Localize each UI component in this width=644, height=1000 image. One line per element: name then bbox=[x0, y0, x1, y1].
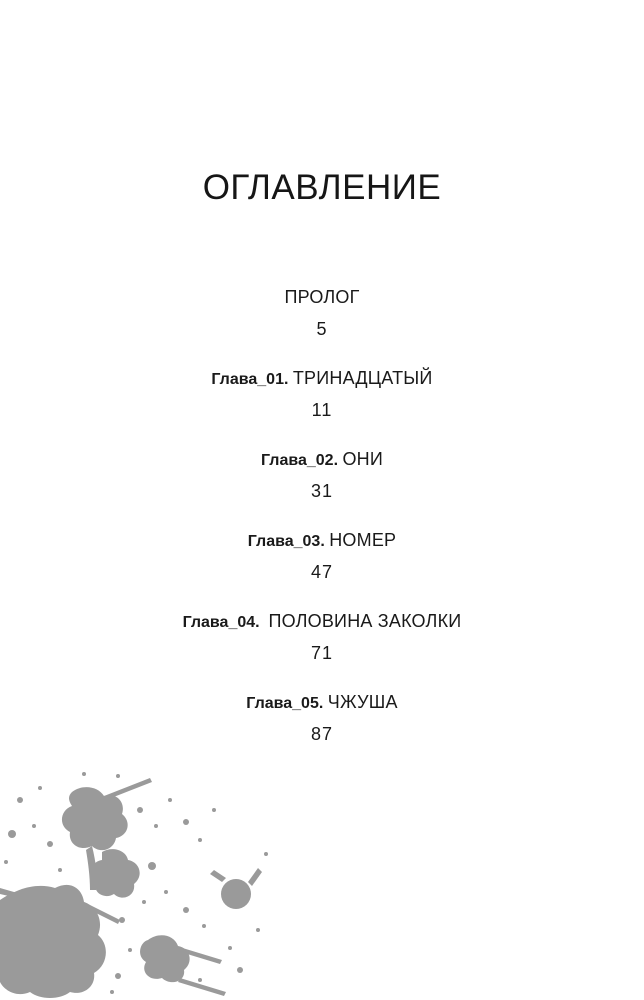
toc-entry-title: ПОЛОВИНА ЗАКОЛКИ bbox=[268, 611, 462, 631]
toc-chapter-label: Глава_04 bbox=[182, 614, 256, 631]
toc-entry-heading bbox=[0, 282, 644, 312]
toc-chapter-label: Глава_01 bbox=[211, 371, 284, 388]
toc-chapter-separator: . bbox=[320, 533, 330, 550]
toc-chapter-separator: . bbox=[255, 614, 269, 631]
page-title: ОГЛАВЛЕНИЕ bbox=[202, 168, 442, 207]
toc-chapter-label: Глава_05 bbox=[246, 695, 319, 712]
toc-entry-chapter-02[interactable] bbox=[0, 444, 644, 525]
toc-chapter-label: Глава_03 bbox=[247, 533, 321, 550]
toc-entry-title: ТРИНАДЦАТЫЙ bbox=[292, 368, 433, 388]
toc-entry-chapter-05[interactable] bbox=[0, 687, 644, 768]
toc-entry-prologue[interactable] bbox=[0, 282, 644, 363]
toc-entry-title: ОНИ bbox=[342, 449, 383, 469]
ink-splatter-icon bbox=[0, 770, 280, 1000]
toc-chapter-separator: . bbox=[283, 371, 293, 388]
toc-chapter-label: Глава_02 bbox=[261, 452, 334, 469]
toc-entry-chapter-04[interactable] bbox=[0, 606, 644, 687]
toc-entry-title: ЧЖУША bbox=[327, 692, 398, 712]
toc-entry-page-number: 47 bbox=[310, 562, 334, 582]
toc-chapter-separator: . bbox=[318, 695, 328, 712]
toc-entry-heading bbox=[0, 525, 644, 555]
toc-entry-page-number: 71 bbox=[310, 643, 334, 663]
toc-chapter-separator: . bbox=[333, 452, 343, 469]
table-of-contents bbox=[0, 282, 644, 768]
toc-entry-title: НОМЕР bbox=[329, 530, 397, 550]
toc-entry-heading bbox=[0, 444, 644, 474]
toc-entry-title: ПРОЛОГ bbox=[284, 287, 360, 307]
toc-entry-chapter-01[interactable] bbox=[0, 363, 644, 444]
toc-entry-heading bbox=[0, 687, 644, 717]
toc-entry-page-number: 87 bbox=[310, 724, 334, 744]
toc-entry-heading bbox=[0, 606, 644, 636]
toc-entry-page-number: 5 bbox=[316, 319, 328, 339]
toc-entry-chapter-03[interactable] bbox=[0, 525, 644, 606]
toc-entry-page-number: 31 bbox=[310, 481, 334, 501]
toc-entry-page-number: 11 bbox=[311, 400, 333, 420]
toc-entry-heading bbox=[0, 363, 644, 393]
